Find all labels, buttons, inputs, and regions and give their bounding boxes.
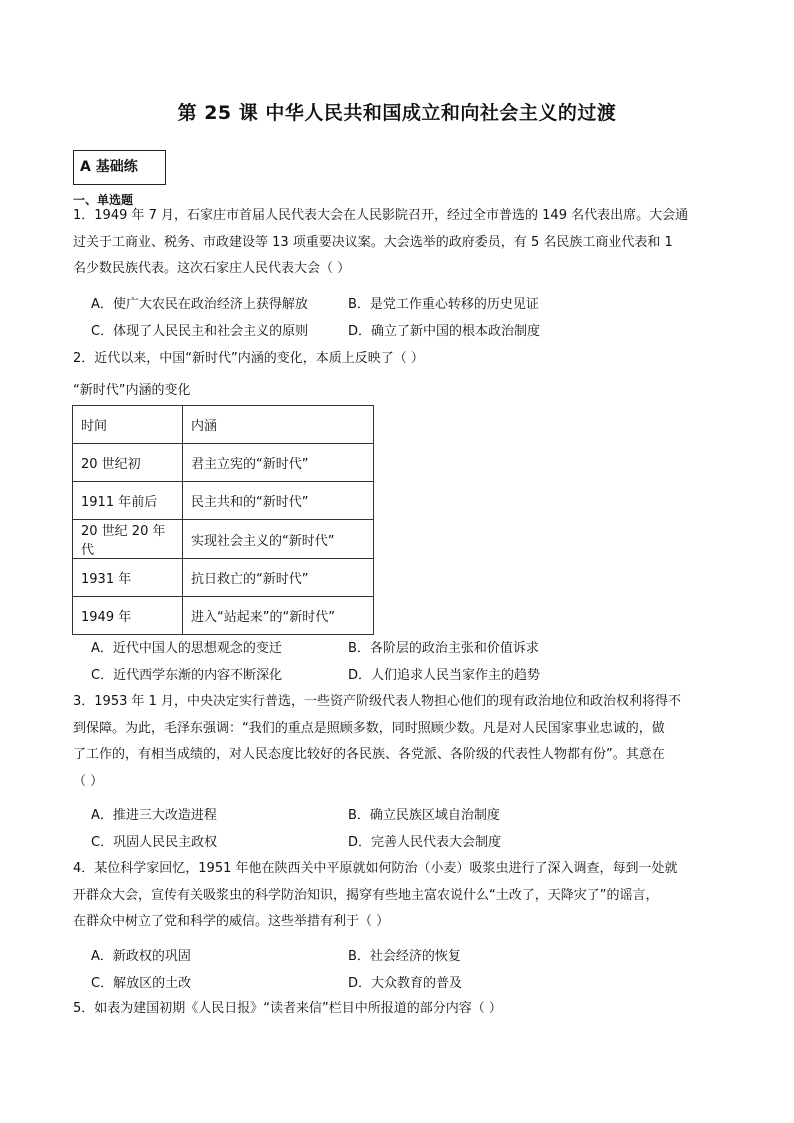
table-row (73, 559, 374, 597)
question-line: （ ） (73, 773, 104, 789)
q1-option-c[interactable]: C．体现了人民民主和社会主义的原则 (91, 324, 309, 339)
question-line: 开群众大会，宣传有关吸浆虫的科学防治知识，揭穿有些地主富农说什么“土改了，天降灾了”的谣言， (73, 887, 659, 903)
table-row (73, 520, 374, 559)
q3-option-d[interactable]: D．完善人民代表大会制度 (348, 835, 502, 850)
q1-option-b[interactable]: B．是党工作重心转移的历史见证 (348, 297, 539, 312)
question-line: 到保障。为此，毛泽东强调：“我们的重点是照顾多数，同时照顾少数。凡是对人民国家事业忠诚的，做 (73, 720, 665, 736)
q1-option-a[interactable]: A．使广大农民在政治经济上获得解放 (91, 297, 308, 312)
question-line: 过关于工商业、税务、市政建设等 13 项重要决议案。大会选举的政府委员，有 5 名民族工商业代表和 1 (73, 234, 673, 250)
table-caption: “新时代”内涵的变化 (73, 383, 191, 398)
q4-option-a[interactable]: A．新政权的巩固 (91, 949, 191, 964)
q3-option-b[interactable]: B．确立民族区域自治制度 (348, 808, 500, 823)
table-cell: 1949 年 (73, 597, 183, 635)
new-era-table (72, 405, 374, 635)
table-cell: 1911 年前后 (73, 482, 183, 520)
question-3 (73, 689, 723, 795)
q4-option-c[interactable]: C．解放区的土改 (91, 976, 192, 991)
question-line: 在群众中树立了党和科学的威信。这些举措有利于（ ） (73, 914, 390, 929)
table-row (73, 597, 374, 635)
page-title: 第 25 课 中华人民共和国成立和向社会主义的过渡 (177, 102, 617, 124)
question-line: 名少数民族代表。这次石家庄人民代表大会（ ） (73, 261, 351, 276)
table-row (73, 482, 374, 520)
q3-option-a[interactable]: A．推进三大改造进程 (91, 808, 217, 823)
question-line: 1．1949 年 7 月，石家庄市首届人民代表大会在人民影院召开，经过全市普选的 149 名代表出席。大会通 (73, 208, 689, 223)
question-4 (73, 856, 723, 936)
q4-option-b[interactable]: B．社会经济的恢复 (348, 949, 461, 964)
q2-option-c[interactable]: C．近代西学东渐的内容不断深化 (91, 668, 283, 683)
table-cell: 抗日救亡的“新时代” (183, 559, 374, 597)
table-cell: 进入“站起来”的“新时代” (183, 597, 374, 635)
table-cell: 民主共和的“新时代” (183, 482, 374, 520)
section-heading: 一、单选题 (73, 193, 134, 207)
table-cell: 实现社会主义的“新时代” (183, 520, 374, 559)
q2-option-d[interactable]: D．人们追求人民当家作主的趋势 (348, 668, 541, 683)
question-line: 4．某位科学家回忆，1951 年他在陕西关中平原就如何防治（小麦）吸浆虫进行了深入调查，每到一处就 (73, 861, 678, 876)
table-header-row (73, 406, 374, 444)
table-header: 时间 (73, 406, 183, 444)
q4-option-d[interactable]: D．大众教育的普及 (348, 976, 463, 991)
question-5: 5．如表为建国初期《人民日报》“读者来信”栏目中所报道的部分内容（ ） (73, 1001, 502, 1016)
table-header: 内涵 (183, 406, 374, 444)
question-2: 2．近代以来，中国“新时代”内涵的变化，本质上反映了（ ） (73, 351, 424, 366)
q2-option-a[interactable]: A．近代中国人的思想观念的变迁 (91, 641, 282, 656)
table-cell: 君主立宪的“新时代” (183, 444, 374, 482)
level-tag: A 基础练 (73, 150, 166, 185)
question-line: 3．1953 年 1 月，中央决定实行普选，一些资产阶级代表人物担心他们的现有政治地位和政治权利将得不 (73, 694, 682, 709)
table-cell: 20 世纪 20 年代 (73, 520, 183, 559)
table-cell: 1931 年 (73, 559, 183, 597)
q3-option-c[interactable]: C．巩固人民民主政权 (91, 835, 218, 850)
q2-option-b[interactable]: B．各阶层的政治主张和价值诉求 (348, 641, 539, 656)
table-row (73, 444, 374, 482)
table-cell: 20 世纪初 (73, 444, 183, 482)
q1-option-d[interactable]: D．确立了新中国的根本政治制度 (348, 324, 541, 339)
question-1 (73, 203, 723, 283)
question-line: 了工作的，有相当成绩的，对人民态度比较好的各民族、各党派、各阶级的代表性人物都有份”。其意在 (73, 747, 665, 762)
